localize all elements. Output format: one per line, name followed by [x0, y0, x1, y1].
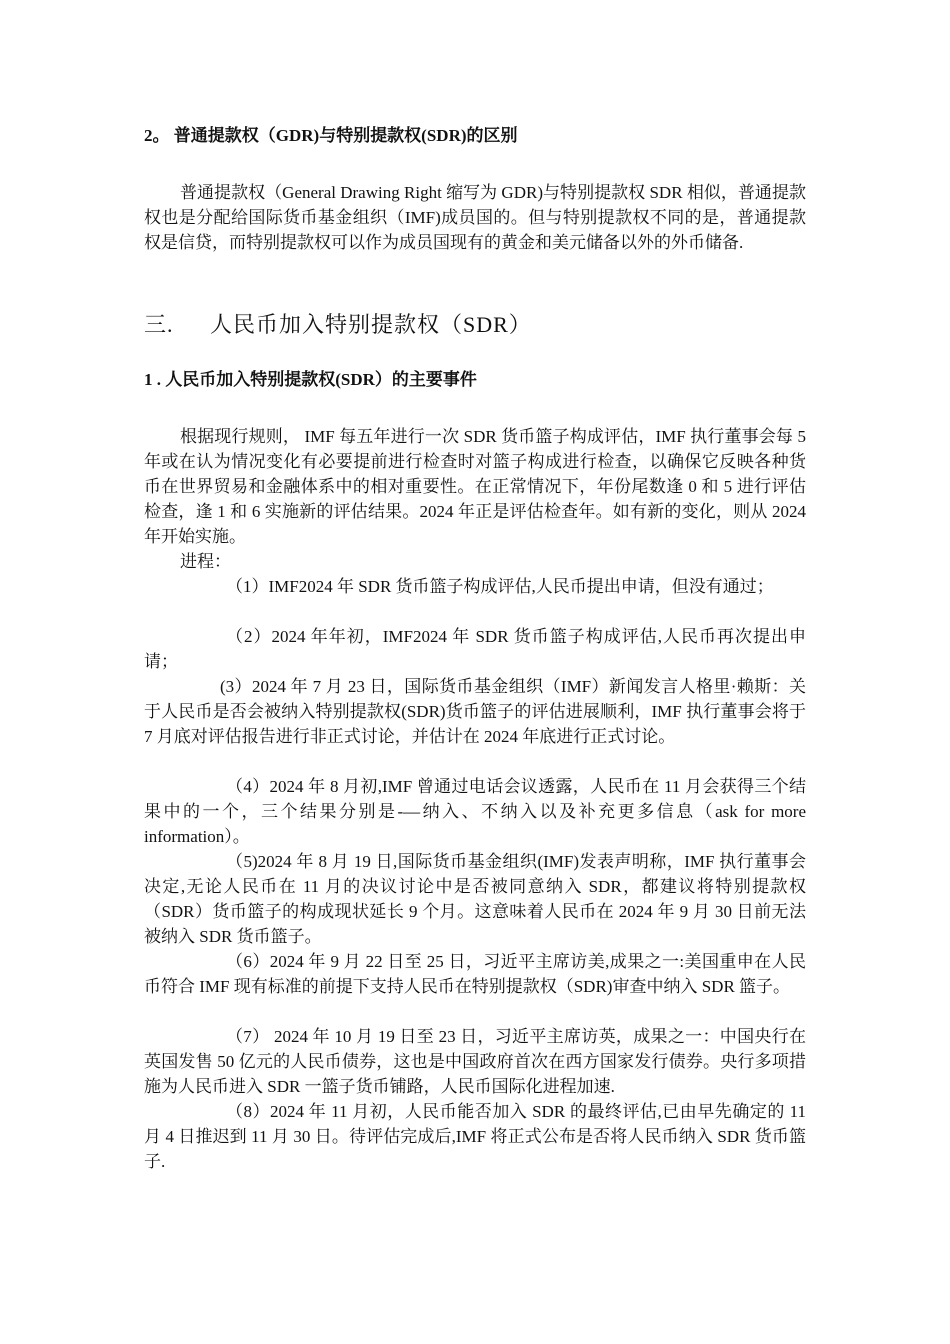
- process-label: 进程：: [180, 552, 231, 571]
- chapter-3-title: 人民币加入特别提款权（SDR）: [210, 312, 532, 337]
- event-item-2: （2）2024 年年初，IMF2024 年 SDR 货币篮子构成评估,人民币再次提出申请；: [144, 627, 806, 671]
- event-item-1: （1）IMF2024 年 SDR 货币篮子构成评估,人民币提出申请，但没有通过；: [226, 577, 774, 596]
- chapter-3-heading: [144, 310, 806, 340]
- event-item-4: （4）2024 年 8 月初,IMF 曾通过电话会议透露，人民币在 11 月会获得三个结果中的一个，三个结果分别是-—纳入、不纳入以及补充更多信息（ask for more information）。: [144, 777, 806, 846]
- event-item-6: （6）2024 年 9 月 22 日至 25 日，习近平主席访美,成果之一:美国重申在人民币符合 IMF 现有标准的前提下支持人民币在特别提款权（SDR)审查中纳入 SDR 篮子。: [144, 952, 806, 996]
- chapter-3-number: 三.: [144, 312, 174, 337]
- section-3-1-heading: 1 . 人民币加入特别提款权(SDR）的主要事件: [144, 370, 477, 389]
- event-item-8: （8）2024 年 11 月初，人民币能否加入 SDR 的最终评估,已由早先确定的 11 月 4 日推迟到 11 月 30 日。待评估完成后,IMF 将正式公布是否将人民币纳入 SDR 货币篮子.: [144, 1102, 806, 1171]
- section-3-1-intro: 根据现行规则， IMF 每五年进行一次 SDR 货币篮子构成评估，IMF 执行董事会每 5 年或在认为情况变化有必要提前进行检查时对篮子构成进行检查，以确保它反映各种货币在世界贸易和金融体系中的相对重要性。在正常情况下，年份尾数逢 0 和 5 进行评估检查，逢 1 和 6 实施新的评估结果。2024 年正是评估检查年。如有新的变化，则从 2024 年开始实施。: [144, 427, 806, 546]
- event-item-3: (3）2024 年 7 月 23 日，国际货币基金组织（IMF）新闻发言人格里·赖斯：关于人民币是否会被纳入特别提款权(SDR)货币篮子的评估进展顺利，IMF 执行董事会将于 7 月底对评估报告进行非正式讨论，并估计在 2024 年底进行正式讨论。: [144, 677, 806, 746]
- section-2-paragraph: 普通提款权（General Drawing Right 缩写为 GDR)与特别提款权 SDR 相似，普通提款权也是分配给国际货币基金组织（IMF)成员国的。但与特别提款权不同的是，普通提款权是信贷，而特别提款权可以作为成员国现有的黄金和美元储备以外的外币储备.: [144, 183, 806, 252]
- event-item-7: （7） 2024 年 10 月 19 日至 23 日，习近平主席访英，成果之一：中国央行在英国发售 50 亿元的人民币债券，这也是中国政府首次在西方国家发行债券。央行多项措施为人民币进入 SDR 一篮子货币铺路，人民币国际化进程加速.: [144, 1027, 806, 1096]
- section-2-heading: 2。 普通提款权（GDR)与特别提款权(SDR)的区别: [144, 126, 518, 145]
- event-item-5: （5)2024 年 8 月 19 日,国际货币基金组织(IMF)发表声明称，IMF 执行董事会决定,无论人民币在 11 月的决议讨论中是否被同意纳入 SDR，都建议将特别提款权（SDR）货币篮子的构成现状延长 9 个月。这意味着人民币在 2024 年 9 月 30 日前无法被纳入 SDR 货币篮子。: [144, 852, 806, 946]
